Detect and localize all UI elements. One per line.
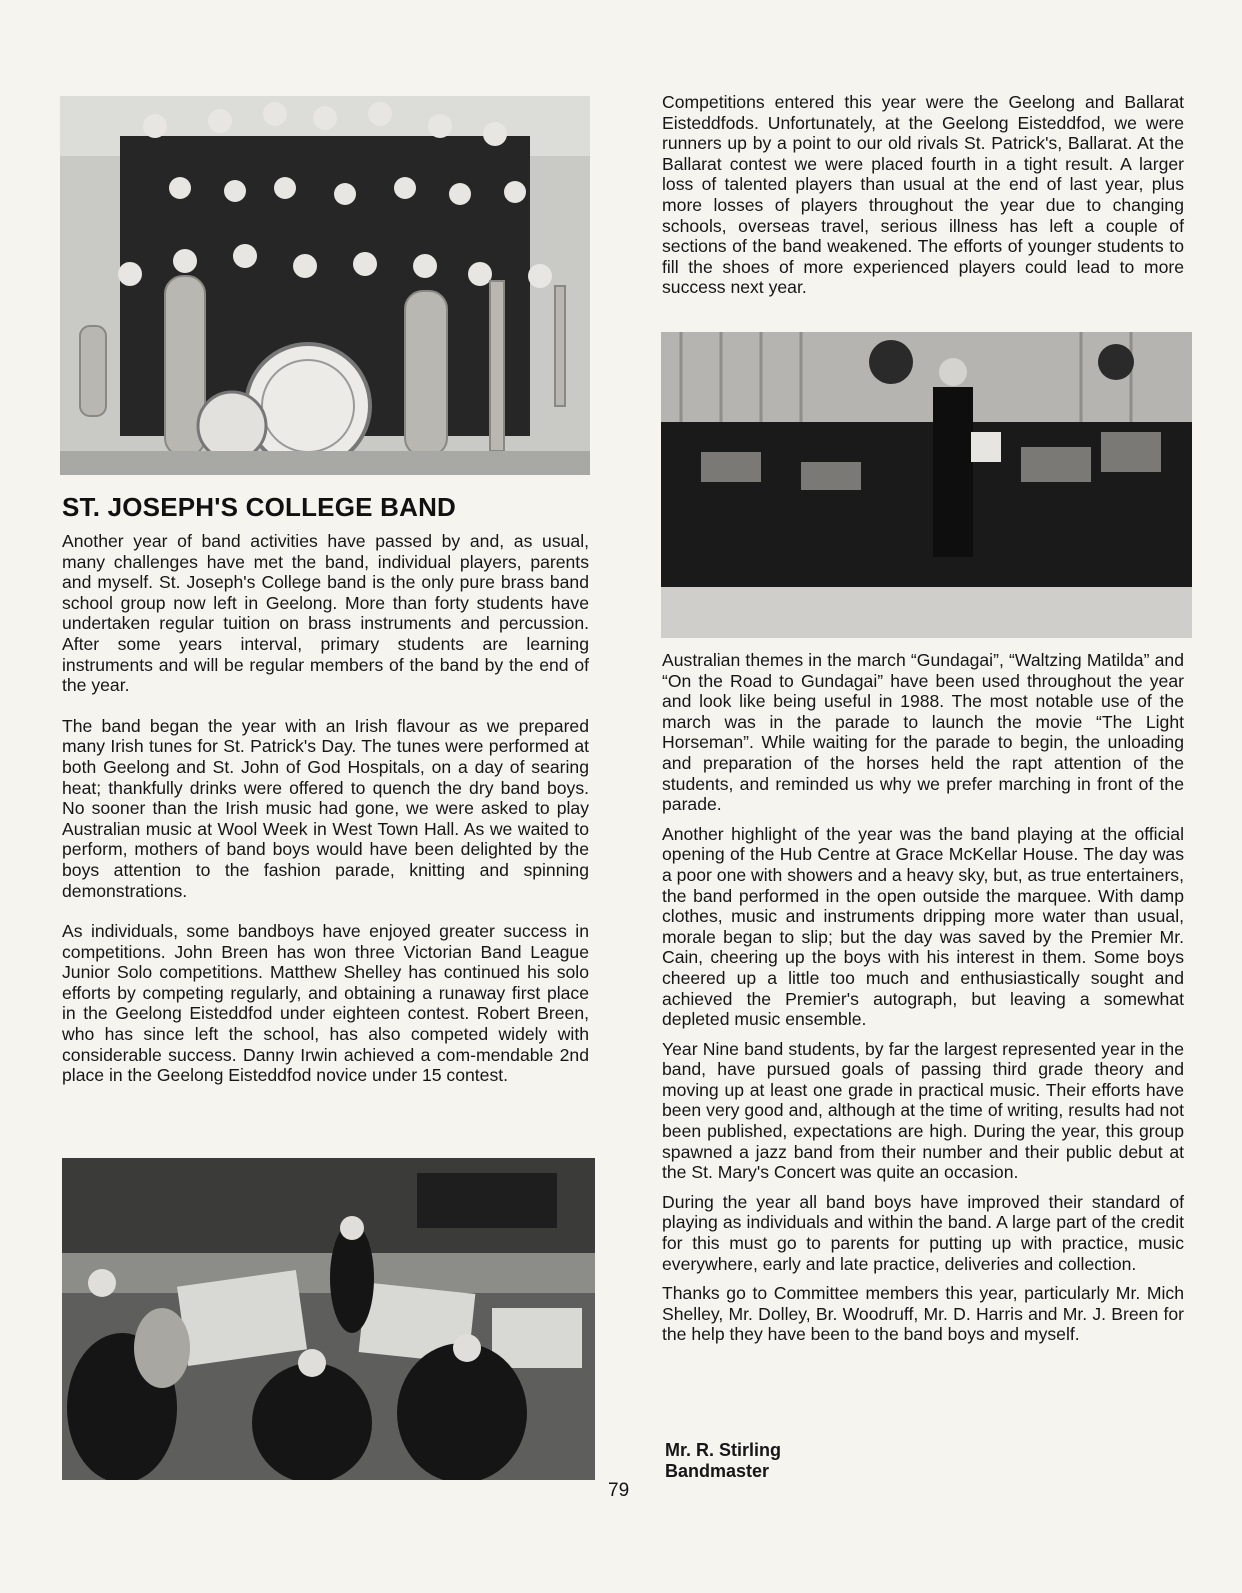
signature-role: Bandmaster xyxy=(665,1461,770,1481)
left-column-text xyxy=(62,531,589,1106)
band-group-photo xyxy=(60,96,590,475)
page-number: 79 xyxy=(608,1480,630,1501)
paragraph: During the year all band boys have improved their standard of playing as individuals and within the band. A large part of the credit for this must go to parents for putting up with practice, music everywhere, early and late practice, deliveries and collection. xyxy=(662,1191,1184,1274)
right-column-top-text xyxy=(662,92,1184,318)
paragraph: Another year of band activities have passed by and, as usual, many challenges have met the band, individual players, parents and myself. St. Joseph's College band is the only pure brass band school group now left in Geelong. More than forty students have undertaken regular tuition on brass instruments and percussion. After some years interval, primary students are learning instruments and will be regular members of the band by the end of the year. xyxy=(62,531,589,696)
paragraph: Year Nine band students, by far the largest represented year in the band, have pursued goals of passing third grade theory and moving up at least one grade in practical music. Their efforts have been very good and, although at the time of writing, results had not been published, expectations are high. During the year, this group spawned a jazz band from their number and their public debut at the St. Mary's Concert was quite an occasion. xyxy=(662,1038,1184,1183)
concert-stage-photo xyxy=(661,332,1192,638)
signature-name: Mr. R. Stirling xyxy=(665,1440,782,1460)
outdoor-performance-photo xyxy=(62,1158,595,1480)
paragraph: As individuals, some bandboys have enjoyed greater success in competitions. John Breen has won three Victorian Band League Junior Solo competitions. Matthew Shelley has continued his solo efforts by competing regularly, and obtaining a runaway first place in the Geelong Eisteddfod under eighteen contest. Robert Breen, who has since left the school, has also competed widely with considerable success. Danny Irwin achieved a com-mendable 2nd place in the Geelong Eisteddfod novice under 15 contest. xyxy=(62,921,589,1086)
paragraph: Thanks go to Committee members this year, particularly Mr. Mich Shelley, Mr. Dolley, Br. Woodruff, Mr. D. Harris and Mr. J. Breen for the help they have been to the band boys and myself. xyxy=(662,1283,1184,1345)
paragraph: The band began the year with an Irish flavour as we prepared many Irish tunes for St. Patrick's Day. The tunes were performed at both Geelong and St. John of God Hospitals, on a day of searing heat; thankfully drinks were offered to quench the dry band boys. No sooner than the Irish music had gone, we were asked to play Australian music at Wool Week in West Town Hall. As we waited to perform, mothers of band boys would have been delighted by the boys attention to the fashion parade, knitting and spinning demonstrations. xyxy=(62,715,589,901)
right-column-main-text xyxy=(662,650,1184,1354)
paragraph: Another highlight of the year was the band playing at the official opening of the Hub Centre at Grace McKellar House. The day was a poor one with showers and a heavy sky, but, as true entertainers, the band performed in the open outside the marquee. With damp clothes, music and instruments dripping more water than usual, morale began to slip; but the day was saved by the Premier Mr. Cain, cheering up the boys with his interest in them. Some boys cheered up a little too much and enthusiastically sought and achieved the Premier's autograph, but leaving a somewhat depleted music ensemble. xyxy=(662,823,1184,1030)
signature-block xyxy=(665,1440,781,1482)
article-title: ST. JOSEPH'S COLLEGE BAND xyxy=(62,492,457,522)
paragraph: Australian themes in the march “Gundagai”, “Waltzing Matilda” and “On the Road to Gundagai” have been used throughout the year and look like being useful in 1988. The most notable use of the march was in the parade to launch the movie “The Light Horseman”. While waiting for the parade to begin, the unloading and preparation of the horses held the rapt attention of the students, and reminded us why we prefer marching in front of the parade. xyxy=(662,650,1184,815)
paragraph: Competitions entered this year were the Geelong and Ballarat Eisteddfods. Unfortunately, at the Geelong Eisteddfod, we were runners up by a point to our old rivals St. Patrick's, Ballarat. At the Ballarat contest we were placed fourth in a tight result. A larger loss of talented players than usual at the end of last year, plus more losses of players throughout the year due to changing schools, overseas travel, serious illness has left a couple of sections of the band weakened. The efforts of younger students to fill the shoes of more experienced players could lead to more success next year. xyxy=(662,92,1184,298)
